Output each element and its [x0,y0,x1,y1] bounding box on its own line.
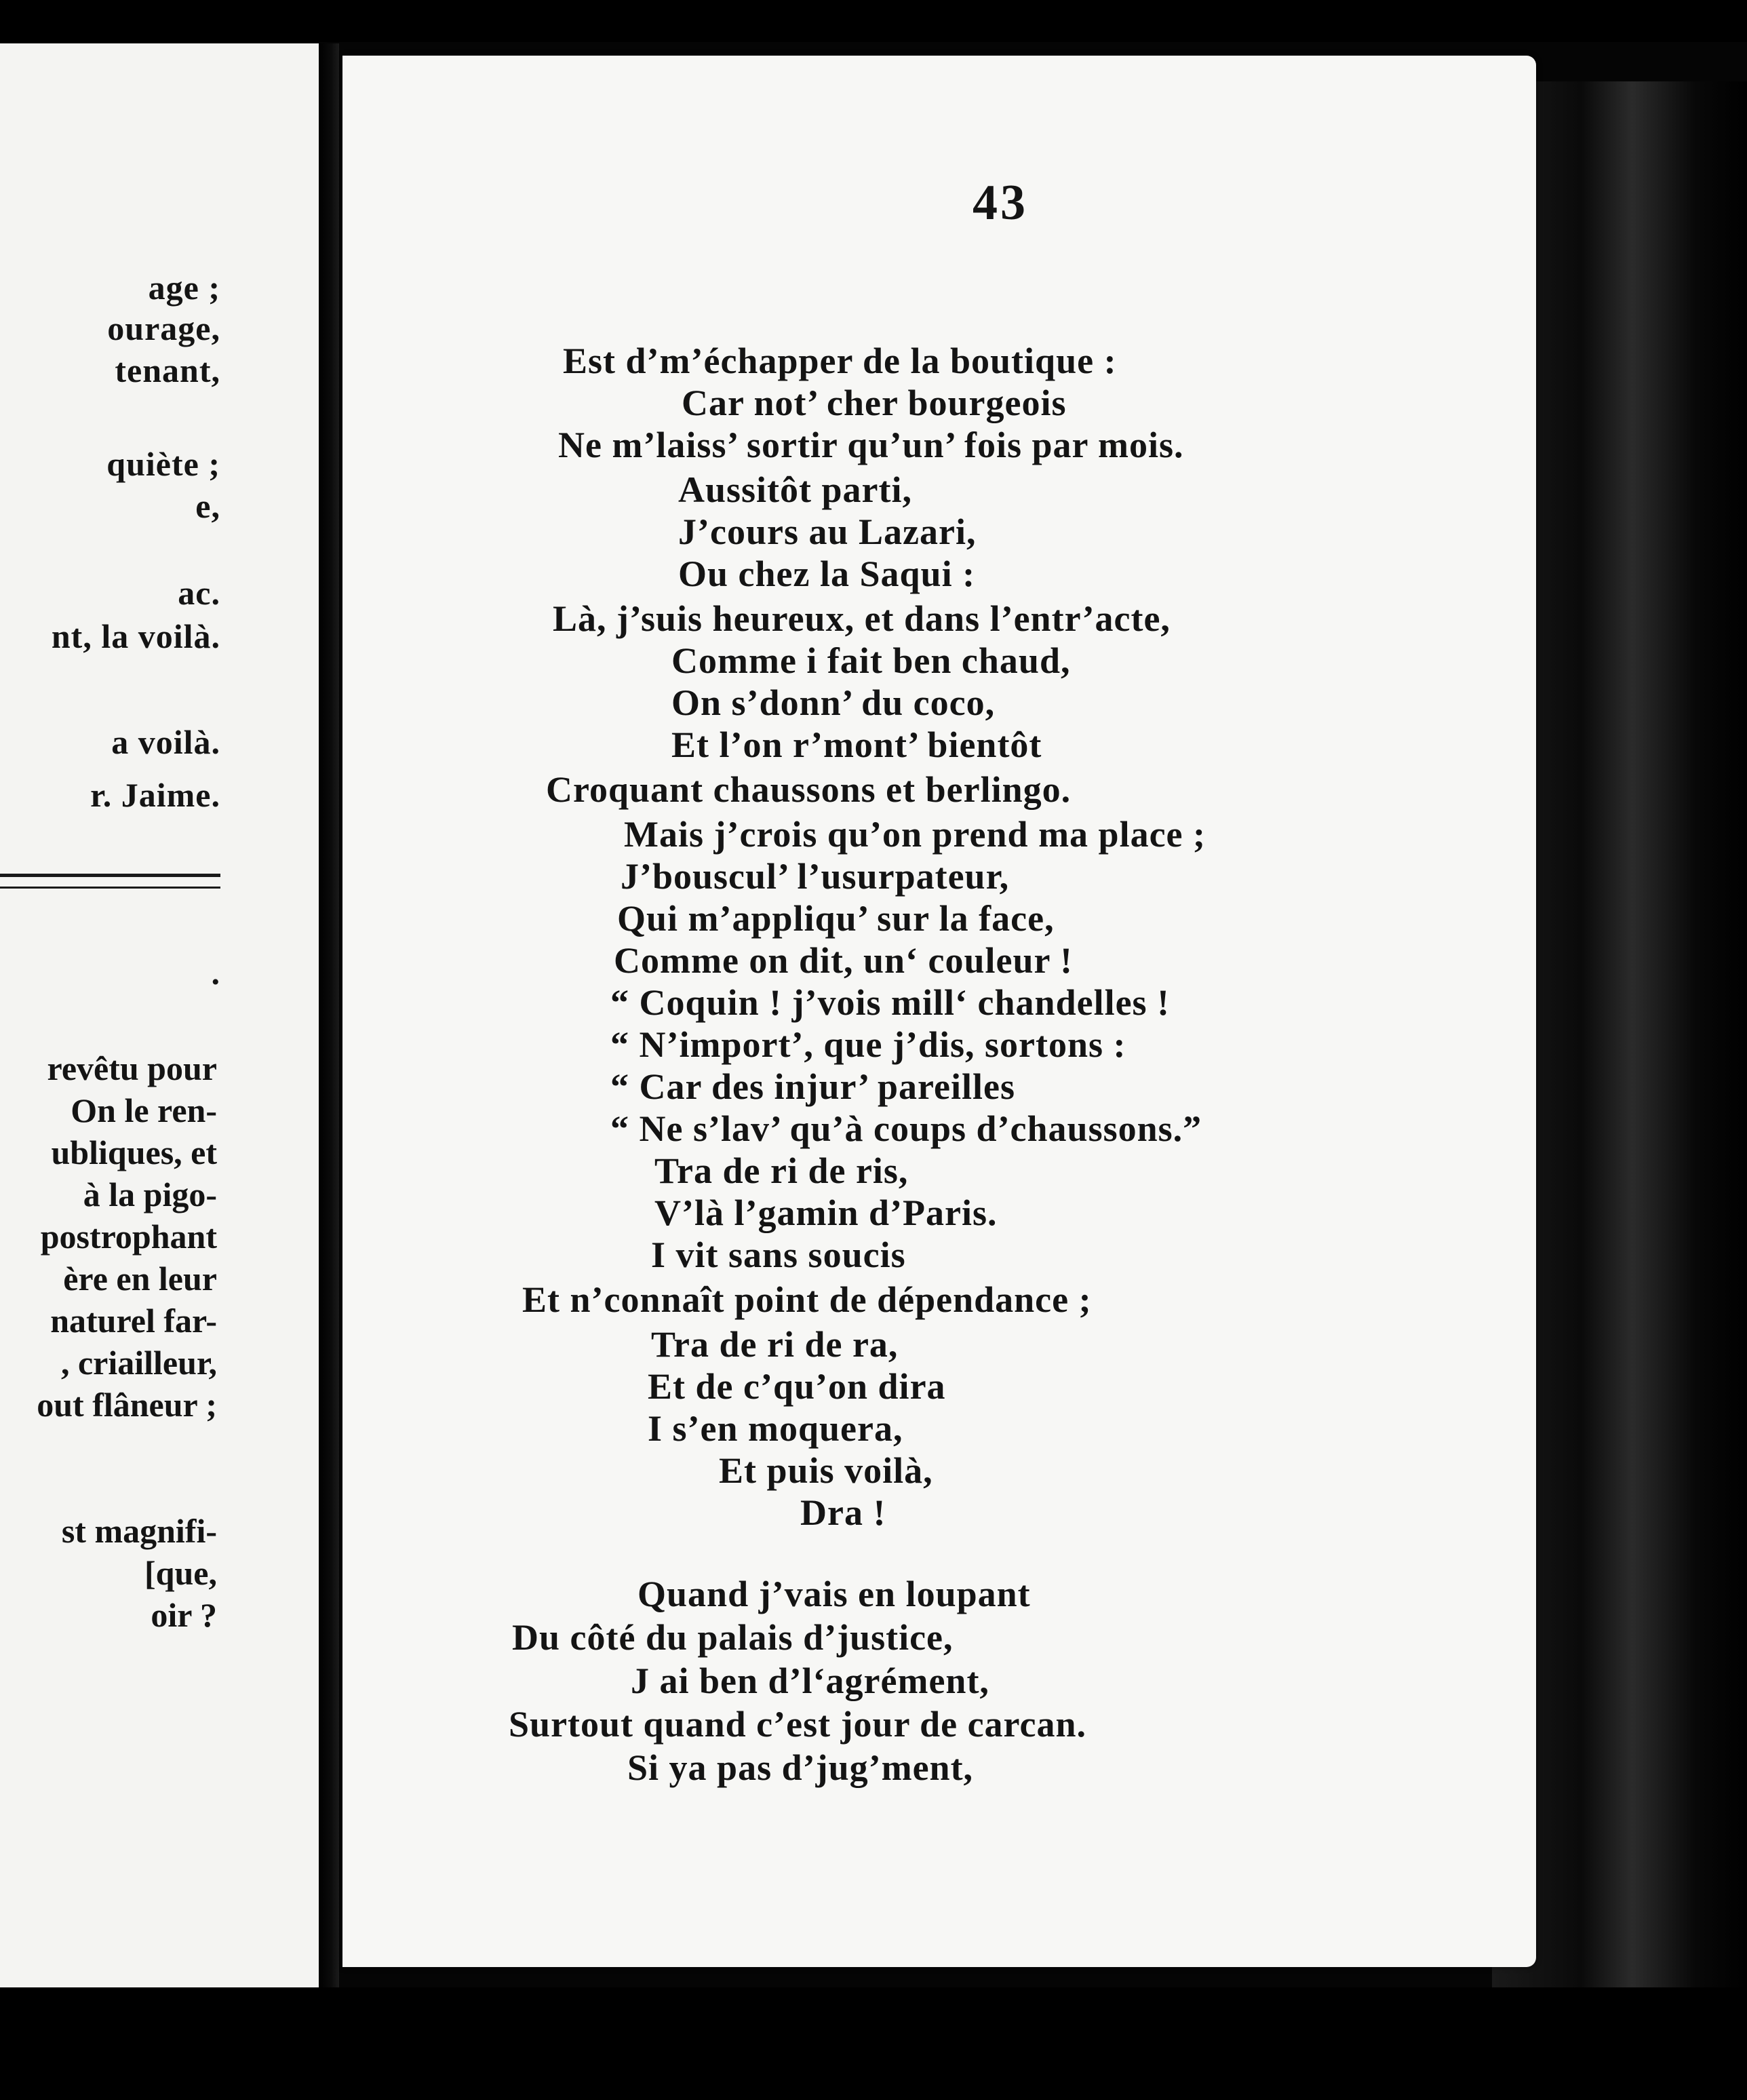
verse-line: J’bouscul’ l’usurpateur, [621,856,1010,897]
prose-line: st magnifi- [61,1512,217,1550]
prose-line: ubliques, et [51,1133,217,1171]
verse-line: I vit sans soucis [651,1234,906,1275]
left-fragment: quiète ; [106,445,220,483]
left-fragment: a voilà. [111,723,220,761]
left-fragment: age ; [148,269,220,307]
verse-line: Dra ! [800,1492,886,1533]
left-fragment: . [211,954,220,992]
verse-line: Comme i fait ben chaud, [671,640,1071,681]
verse-line: “ N’import’, que j’dis, sortons : [610,1024,1126,1065]
left-fragment: ac. [178,574,220,612]
verse-line: Ne m’laiss’ sortir qu’un’ fois par mois. [558,425,1184,465]
verse-line: Quand j’vais en loupant [637,1574,1031,1614]
verse-line: On s’donn’ du coco, [671,682,996,723]
verse-line: Est d’m’échapper de la boutique : [563,341,1117,381]
verse-line: Car not’ cher bourgeois [682,383,1067,423]
scan-border-bottom [0,1987,1747,2100]
verse-line: I s’en moquera, [648,1408,903,1449]
prose-line [0,1426,217,1468]
verse-line: Mais j’crois qu’on prend ma place ; [624,814,1206,855]
prose-line: à la pigo- [83,1175,217,1213]
verse-line: Et l’on r’mont’ bientôt [671,724,1042,765]
verse-line: Surtout quand c’est jour de carcan. [509,1704,1087,1745]
verse-line: Comme on dit, un‘ couleur ! [614,940,1074,981]
verse-line: Ou chez la Saqui : [678,553,976,594]
prose-line: On le ren- [71,1091,217,1129]
prose-line: revêtu pour [47,1049,217,1087]
verse-line: Et puis voilà, [719,1450,933,1491]
verse-line: Croquant chaussons et berlingo. [546,769,1072,810]
prose-line: naturel far- [50,1302,217,1340]
verse-line: Tra de ri de ra, [651,1324,899,1365]
prose-line: postrophant [40,1218,217,1256]
prose-line [0,1468,217,1510]
verse-line: “ Coquin ! j’vois mill‘ chandelles ! [610,982,1171,1023]
verse-line: Tra de ri de ris, [654,1150,909,1191]
prose-line: ère en leur [63,1260,217,1298]
left-prose [0,1047,217,1636]
left-fragment: tenant, [115,351,220,389]
scan-border [0,0,1747,42]
prose-line: out flâneur ; [37,1386,217,1424]
page-number: 43 [973,175,1028,231]
left-fragment: ourage, [107,309,220,347]
verse-line: Qui m’appliqu’ sur la face, [617,898,1055,939]
left-fragment: r. Jaime. [90,776,220,814]
verse-line: J ai ben d’l‘agrément, [631,1660,989,1701]
prose-line: , criailleur, [60,1344,217,1382]
book-gutter [319,43,339,1990]
verse-line: Aussitôt parti, [678,469,913,510]
left-fragment: nt, la voilà. [51,617,220,655]
verse-line: Et n’connaît point de dépendance ; [522,1279,1092,1320]
section-rule [0,874,220,889]
verse-line: V’là l’gamin d’Paris. [654,1192,998,1233]
left-page [0,43,322,1990]
prose-line: oir ? [151,1596,217,1634]
verse-line: “ Car des injur’ pareilles [610,1066,1015,1107]
verse-line: Là, j’suis heureux, et dans l’entr’acte, [553,598,1171,639]
verse-line: J’cours au Lazari, [678,511,977,552]
right-page [342,56,1536,1967]
verse-line: Et de c’qu’on dira [648,1366,946,1407]
verse-line: Du côté du palais d’justice, [512,1617,954,1658]
prose-line: [que, [144,1554,217,1592]
verse-line: “ Ne s’lav’ qu’à coups d’chaussons.” [610,1108,1202,1149]
verse-line: Si ya pas d’jug’ment, [627,1747,974,1788]
left-fragment: e, [195,487,220,525]
